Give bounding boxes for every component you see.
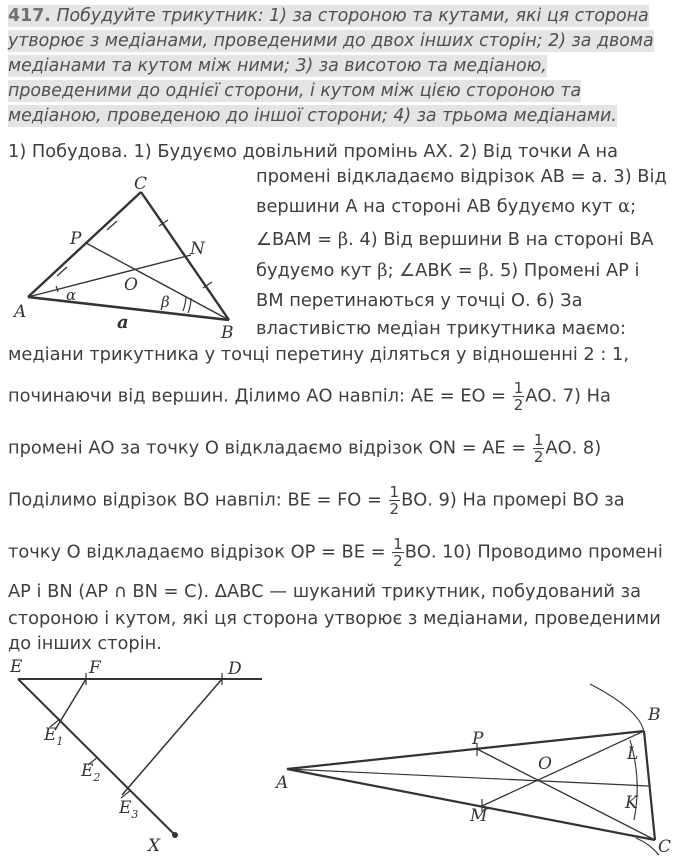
- ray-ex: [18, 679, 175, 835]
- alpha-symbol: α: [618, 196, 631, 217]
- fraction-half: $\frac{1}{2}$: [393, 535, 403, 570]
- label-b: B: [648, 705, 661, 725]
- solution-line-14: стороною і кутом, які ця сторона утворює з медіанами, проведеними: [8, 608, 661, 629]
- point-x: [172, 832, 178, 838]
- solution-line-3: вершини А на стороні АВ будуємо кут α;: [256, 196, 637, 217]
- label-m: M: [470, 806, 488, 826]
- label-d: D: [228, 659, 242, 679]
- line-de3: [122, 679, 222, 795]
- label-e3: $E_3$: [119, 798, 139, 821]
- solution-line-1: 1) Побудова. 1) Будуємо довільний промінь АХ. 2) Від точки А на: [8, 141, 619, 162]
- fraction-half: $\frac{1}{2}$: [513, 379, 524, 414]
- solution-line-4: ∠ВАМ = β. 4) Від вершини В на стороні ВА: [256, 229, 654, 250]
- task-statement: [8, 4, 688, 129]
- side-ab: [287, 731, 644, 769]
- solution-line-10: промені АО за точку О відкладаємо відрізок ON = АЕ = $\frac{1}{2}$ АО. 8): [8, 431, 602, 466]
- label-b: B: [221, 323, 234, 343]
- solution-line-8: медіани трикутника у точці перетину діляться у відношенні 2 : 1,: [8, 344, 630, 365]
- task-line-3: медіанами та кутом між ними; 3) за висотою та медіаною,: [8, 56, 547, 76]
- solution-line-9: починаючи від вершин. Ділимо АО навпіл: АЕ = ЕО = $\frac{1}{2}$ АО. 7) На: [8, 379, 611, 414]
- label-x: X: [148, 836, 161, 856]
- solution-line-6: ВМ перетинаються у точці О. 6) За: [256, 290, 583, 311]
- median-bm: [482, 731, 644, 806]
- figure-triangle-three-medians: [270, 680, 690, 865]
- label-c: C: [134, 174, 148, 194]
- solution-line-5: будуємо кут β; ∠АВК = β. 5) Промені АР і: [256, 260, 640, 281]
- task-line-5: медіаною, проведеною до іншої сторони; 4) за трьома медіанами.: [8, 106, 617, 126]
- label-beta: β: [161, 293, 170, 311]
- label-o: O: [124, 275, 138, 295]
- solution-line-15: до інших сторін.: [8, 633, 162, 654]
- label-a: A: [14, 302, 27, 322]
- label-e2: $E_2$: [81, 761, 101, 784]
- label-n: N: [190, 239, 205, 259]
- median-an: [28, 255, 191, 297]
- solution-line-7: властивістю медіан трикутника маємо:: [256, 318, 627, 339]
- label-e: E: [10, 657, 23, 677]
- median-a: [287, 769, 649, 786]
- beta-symbol: β: [337, 229, 349, 250]
- figure-triangle-medians: [0, 170, 250, 343]
- line-fe1: [55, 679, 86, 730]
- side-ac: [287, 769, 655, 840]
- label-l: L: [627, 744, 639, 764]
- label-side-a: a: [117, 312, 129, 333]
- label-k: K: [625, 793, 638, 813]
- fraction-half: $\frac{1}{2}$: [533, 431, 544, 466]
- label-a: A: [276, 773, 289, 793]
- label-e1: $E_1$: [44, 725, 64, 748]
- label-p: P: [472, 729, 484, 749]
- label-f: F: [89, 658, 101, 678]
- median-bp: [86, 243, 229, 320]
- label-p: P: [70, 229, 82, 249]
- task-line-2: утворює з медіанами, проведеними до двох інших сторін; 2) за двома: [8, 31, 654, 51]
- solution-line-13: АР і BN (АР ∩ BN = С). ΔАВС — шуканий трикутник, побудований за: [8, 581, 641, 602]
- solution-line-11: Поділимо відрізок ВО навпіл: ВЕ = FO = $\frac{1}{2}$ ВО. 9) На промері ВО за: [8, 483, 625, 518]
- label-alpha: α: [66, 286, 77, 304]
- solution-line-12: точку О відкладаємо відрізок OP = ВЕ = $\frac{1}{2}$ ВО. 10) Проводимо промені: [8, 535, 663, 570]
- fraction-half: $\frac{1}{2}$: [389, 483, 400, 518]
- label-c: C: [658, 837, 672, 857]
- task-line-1: 417. Побудуйте трикутник: 1) за стороною та кутами, які ця сторона: [8, 6, 649, 26]
- figure-segment-division: [0, 655, 270, 865]
- solution-line-2: промені відкладаємо відрізок АВ = а. 3) Від: [256, 166, 667, 187]
- task-number: 417.: [8, 6, 51, 26]
- task-line-4: проведеними до однієї сторони, і кутом між цією стороною та: [8, 81, 582, 101]
- label-o: O: [538, 754, 552, 774]
